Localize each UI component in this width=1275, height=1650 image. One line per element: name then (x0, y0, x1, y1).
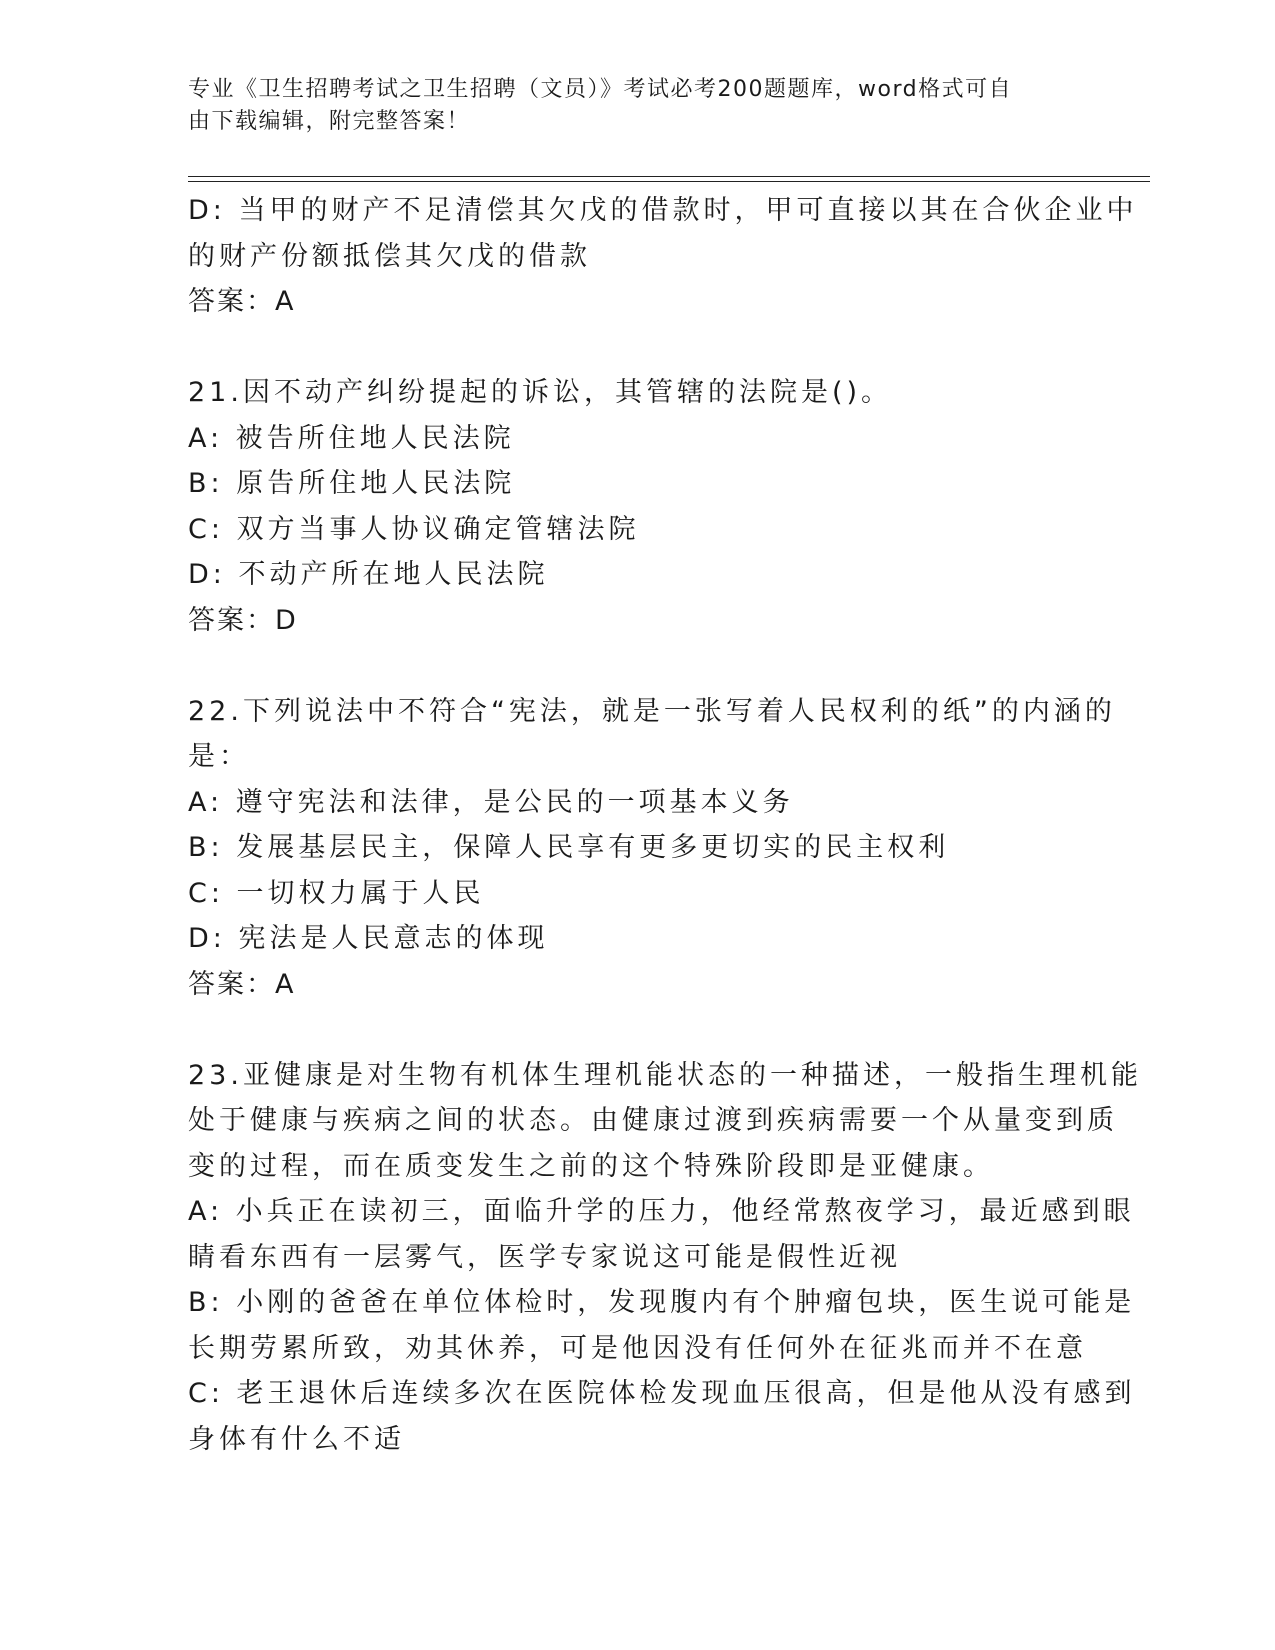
option-c: C: 一切权力属于人民 (188, 877, 485, 909)
question-stem: 21.因不动产纠纷提起的诉讼，其管辖的法院是()。 (188, 377, 893, 408)
header-divider-bottom (188, 181, 1150, 182)
option-a-line-2: 睛看东西有一层雾气，医学专家说这可能是假性近视 (188, 1241, 901, 1273)
header-line-1: 专业《卫生招聘考试之卫生招聘（文员）》考试必考200题题库，word格式可自 (188, 77, 1013, 102)
question-stem-line-1: 23.亚健康是对生物有机体生理机能状态的一种描述，一般指生理机能 (188, 1059, 1142, 1091)
option-c-line-2: 身体有什么不适 (188, 1423, 405, 1455)
option-a: A: 遵守宪法和法律，是公民的一项基本义务 (188, 786, 794, 818)
spacer (188, 325, 1078, 371)
option-a-line-1: A: 小兵正在读初三，面临升学的压力，他经常熬夜学习，最近感到眼 (188, 1196, 1135, 1227)
spacer (188, 1007, 1078, 1053)
answer-label: 答案：A (188, 286, 296, 317)
option-d: D: 宪法是人民意志的体现 (188, 923, 549, 954)
header-line-2: 由下载编辑，附完整答案！ (188, 109, 471, 134)
option-d-line-1: D: 当甲的财产不足清偿其欠戊的借款时，甲可直接以其在合伙企业中 (188, 195, 1138, 226)
answer-label: 答案：A (188, 968, 296, 1000)
question-20-tail (188, 188, 1138, 325)
question-22 (188, 689, 1116, 1008)
option-b-line-2: 长期劳累所致，劝其休养，可是他因没有任何外在征兆而并不在意 (188, 1332, 1087, 1364)
question-stem-line-3: 变的过程，而在质变发生之前的这个特殊阶段即是亚健康。 (188, 1150, 994, 1182)
question-21 (188, 370, 1078, 643)
option-b-line-1: B: 小刚的爸爸在单位体检时，发现腹内有个肿瘤包块，医生说可能是 (188, 1287, 1136, 1318)
page-header (188, 74, 1068, 138)
option-d-line-2: 的财产份额抵偿其欠戊的借款 (188, 240, 591, 272)
spacer (188, 643, 1078, 689)
answer-label: 答案：D (188, 604, 298, 636)
option-d: D: 不动产所在地人民法院 (188, 559, 549, 590)
option-c-line-1: C: 老王退休后连续多次在医院体检发现血压很高，但是他从没有感到 (188, 1378, 1136, 1409)
option-b: B: 原告所住地人民法院 (188, 468, 516, 499)
question-content (188, 188, 1142, 1462)
option-a: A: 被告所住地人民法院 (188, 422, 515, 454)
option-c: C: 双方当事人协议确定管辖法院 (188, 513, 640, 545)
question-23 (188, 1053, 1142, 1463)
question-stem-line-2: 处于健康与疾病之间的状态。由健康过渡到疾病需要一个从量变到质 (188, 1105, 1118, 1136)
question-stem-line-2: 是： (188, 741, 250, 772)
header-divider-top (188, 176, 1150, 177)
option-b: B: 发展基层民主，保障人民享有更多更切实的民主权利 (188, 832, 950, 863)
question-stem-line-1: 22.下列说法中不符合“宪法，就是一张写着人民权利的纸”的内涵的 (188, 695, 1116, 727)
